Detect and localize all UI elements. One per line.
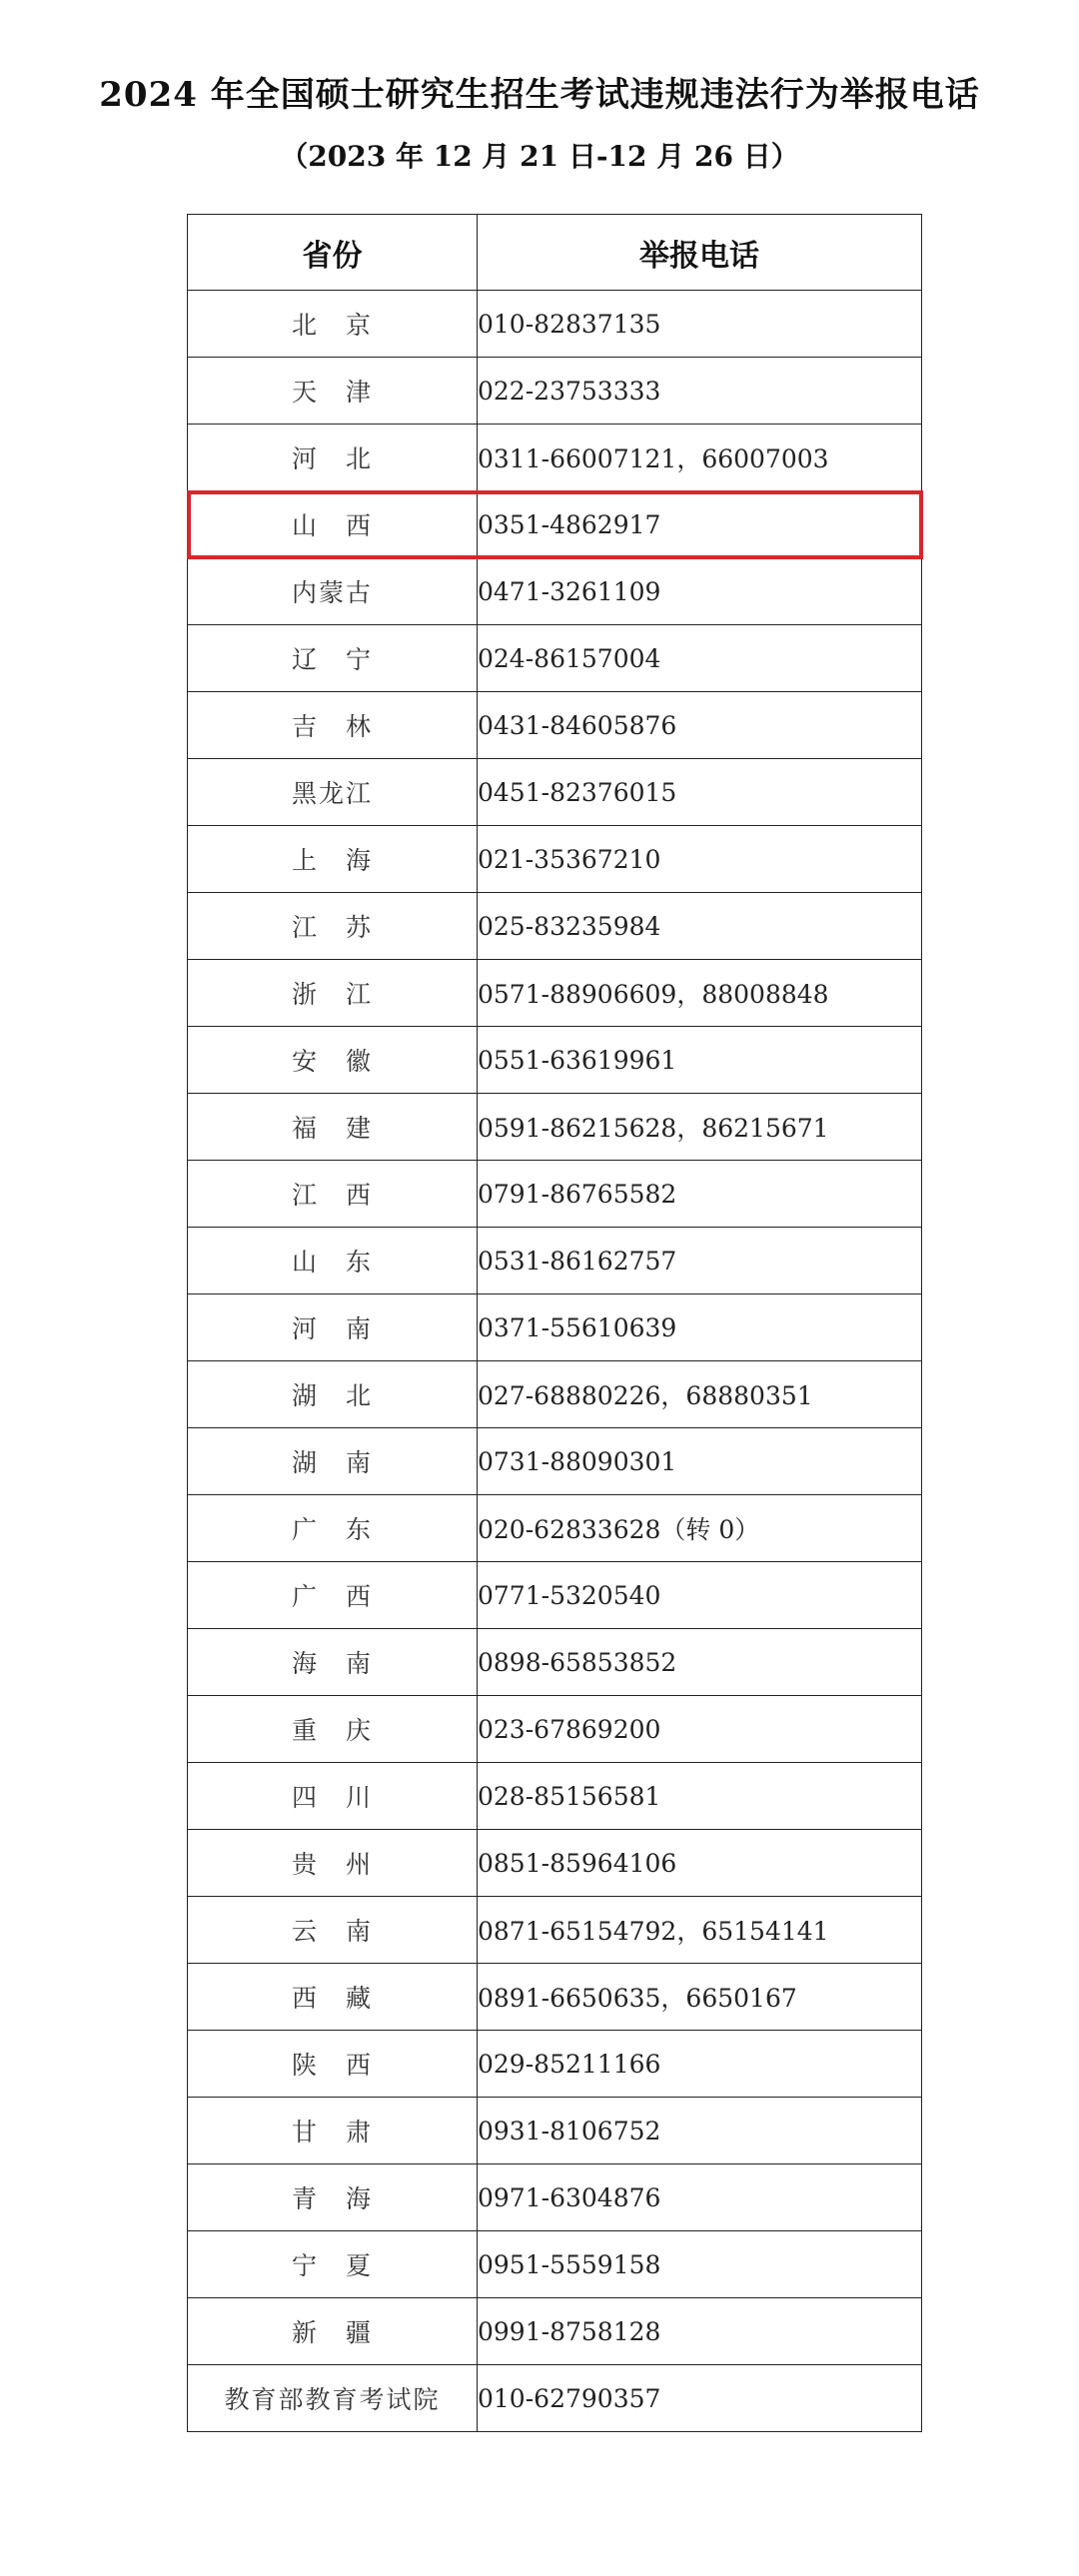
- table-row: [188, 1361, 922, 1428]
- phone-cell: 0971-6304876: [478, 2164, 922, 2231]
- province-cell: 安 徽: [188, 1027, 478, 1094]
- province-cell: 陕 西: [188, 2031, 478, 2098]
- province-cell: 西 藏: [188, 1964, 478, 2031]
- province-cell: 云 南: [188, 1897, 478, 1964]
- phone-cell: 028-85156581: [478, 1763, 922, 1830]
- province-cell: 教育部教育考试院: [188, 2365, 478, 2432]
- table-row: [188, 2164, 922, 2231]
- phone-cell: 0951-5559158: [478, 2231, 922, 2298]
- province-cell: 江 苏: [188, 893, 478, 960]
- province-cell: 内蒙古: [188, 558, 478, 625]
- hotline-table: [187, 214, 922, 2432]
- phone-cell: 0891-6650635，6650167: [478, 1964, 922, 2031]
- phone-cell: 0931-8106752: [478, 2098, 922, 2164]
- table-row: [188, 1161, 922, 1228]
- phone-cell: 0371-55610639: [478, 1294, 922, 1361]
- table-row: [188, 759, 922, 826]
- table-row: [188, 2365, 922, 2432]
- table-row: [188, 2231, 922, 2298]
- phone-cell: 010-82837135: [478, 291, 922, 358]
- table-row: [188, 1897, 922, 1964]
- table-row: [188, 1094, 922, 1161]
- page-title: 2024 年全国硕士研究生招生考试违规违法行为举报电话: [99, 75, 980, 115]
- table-row: [188, 291, 922, 358]
- phone-cell: 025-83235984: [478, 893, 922, 960]
- table-row: [188, 1027, 922, 1094]
- table-row: [188, 2031, 922, 2098]
- table-row: [188, 1964, 922, 2031]
- phone-cell: 029-85211166: [478, 2031, 922, 2098]
- phone-cell: 0871-65154792，65154141: [478, 1897, 922, 1964]
- phone-cell: 022-23753333: [478, 358, 922, 425]
- phone-cell: 0451-82376015: [478, 759, 922, 826]
- phone-cell: 0571-88906609，88008848: [478, 960, 922, 1027]
- table-row: [188, 2298, 922, 2365]
- province-cell: 上 海: [188, 826, 478, 893]
- province-cell: 河 北: [188, 425, 478, 491]
- header-phone: 举报电话: [478, 215, 922, 291]
- phone-cell: 0851-85964106: [478, 1830, 922, 1897]
- phone-cell: 023-67869200: [478, 1696, 922, 1763]
- province-cell: 广 西: [188, 1562, 478, 1629]
- province-cell: 黑龙江: [188, 759, 478, 826]
- table-row: [188, 491, 922, 558]
- province-cell: 福 建: [188, 1094, 478, 1161]
- header-province: 省份: [188, 215, 478, 291]
- phone-cell: 010-62790357: [478, 2365, 922, 2432]
- table-row: [188, 358, 922, 425]
- phone-cell: 0551-63619961: [478, 1027, 922, 1094]
- phone-cell: 0731-88090301: [478, 1428, 922, 1495]
- province-cell: 北 京: [188, 291, 478, 358]
- province-cell: 重 庆: [188, 1696, 478, 1763]
- phone-cell: 0791-86765582: [478, 1161, 922, 1228]
- phone-cell: 021-35367210: [478, 826, 922, 893]
- table-row: [188, 893, 922, 960]
- province-cell: 天 津: [188, 358, 478, 425]
- province-cell: 海 南: [188, 1629, 478, 1696]
- table-row: [188, 1696, 922, 1763]
- table-row: [188, 1562, 922, 1629]
- province-cell: 湖 北: [188, 1361, 478, 1428]
- province-cell: 辽 宁: [188, 625, 478, 692]
- table-header-row: [188, 215, 922, 291]
- phone-cell: 0351-4862917: [478, 491, 922, 558]
- phone-cell: 0991-8758128: [478, 2298, 922, 2365]
- province-cell: 青 海: [188, 2164, 478, 2231]
- province-cell: 江 西: [188, 1161, 478, 1228]
- phone-cell: 0471-3261109: [478, 558, 922, 625]
- province-cell: 山 西: [188, 491, 478, 558]
- table-row: [188, 960, 922, 1027]
- province-cell: 河 南: [188, 1294, 478, 1361]
- province-cell: 新 疆: [188, 2298, 478, 2365]
- table-row: [188, 1294, 922, 1361]
- table-row: [188, 1495, 922, 1562]
- province-cell: 浙 江: [188, 960, 478, 1027]
- province-cell: 四 川: [188, 1763, 478, 1830]
- phone-cell: 0591-86215628，86215671: [478, 1094, 922, 1161]
- table-row: [188, 692, 922, 759]
- phone-cell: 0898-65853852: [478, 1629, 922, 1696]
- province-cell: 广 东: [188, 1495, 478, 1562]
- table-row: [188, 1763, 922, 1830]
- table-row: [188, 1830, 922, 1897]
- province-cell: 山 东: [188, 1228, 478, 1294]
- page-subtitle: （2023 年 12 月 21 日-12 月 26 日）: [280, 140, 799, 173]
- table-body: [188, 291, 922, 2432]
- table-row: [188, 1228, 922, 1294]
- phone-cell: 0531-86162757: [478, 1228, 922, 1294]
- phone-cell: 0431-84605876: [478, 692, 922, 759]
- province-cell: 贵 州: [188, 1830, 478, 1897]
- province-cell: 吉 林: [188, 692, 478, 759]
- table-row: [188, 1629, 922, 1696]
- phone-cell: 024-86157004: [478, 625, 922, 692]
- table-row: [188, 425, 922, 491]
- table-row: [188, 625, 922, 692]
- phone-cell: 020-62833628（转 0）: [478, 1495, 922, 1562]
- table-row: [188, 558, 922, 625]
- province-cell: 湖 南: [188, 1428, 478, 1495]
- phone-cell: 0771-5320540: [478, 1562, 922, 1629]
- table-row: [188, 2098, 922, 2164]
- phone-cell: 0311-66007121，66007003: [478, 425, 922, 491]
- table-row: [188, 826, 922, 893]
- province-cell: 甘 肃: [188, 2098, 478, 2164]
- phone-cell: 027-68880226，68880351: [478, 1361, 922, 1428]
- table-row: [188, 1428, 922, 1495]
- province-cell: 宁 夏: [188, 2231, 478, 2298]
